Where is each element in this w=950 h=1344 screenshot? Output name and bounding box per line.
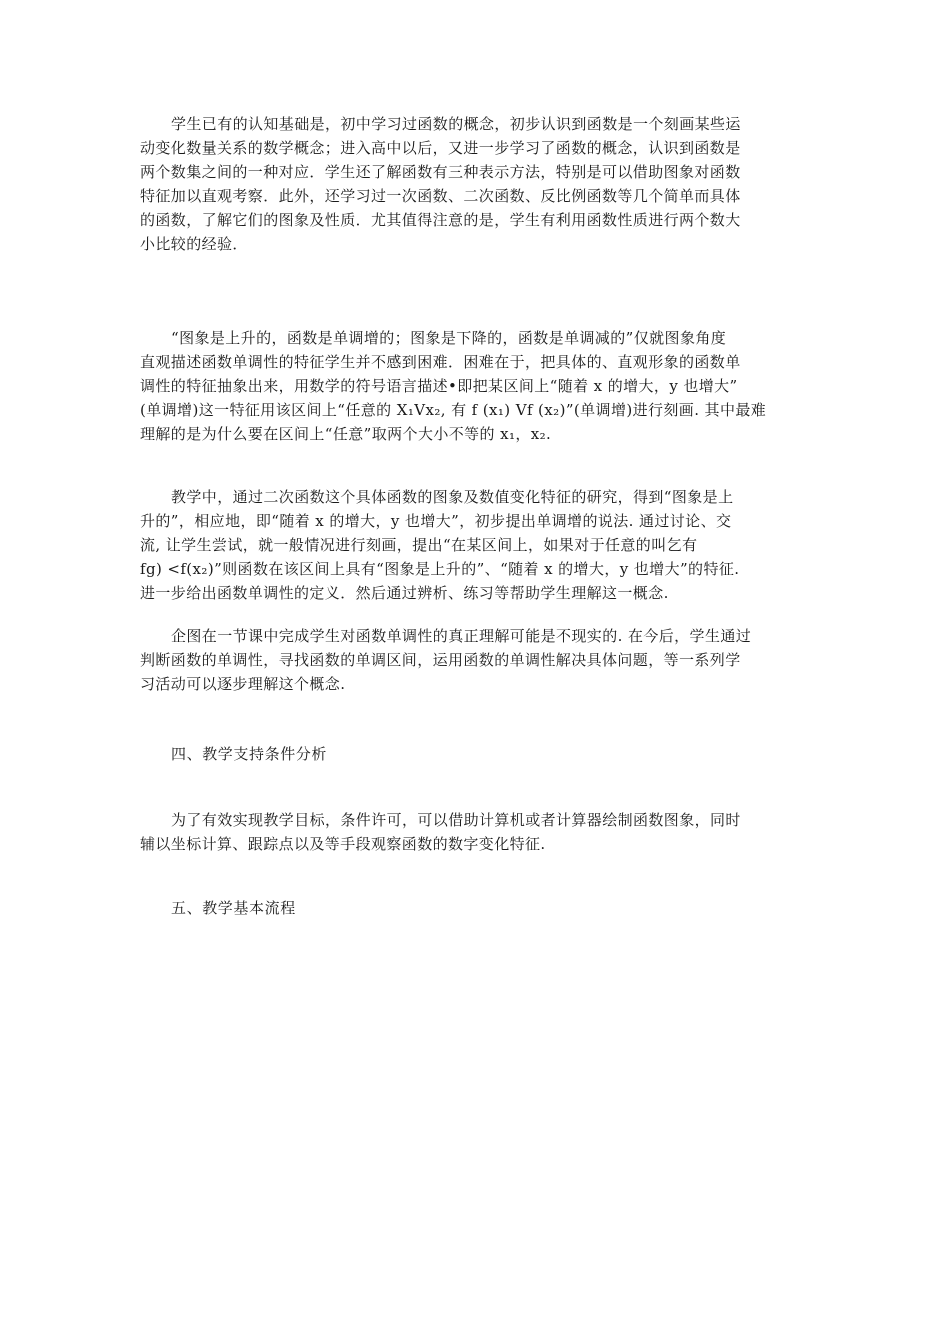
text-line: 调性的特征抽象出来，用数学的符号语言描述•即把某区间上“随着 x 的增大，y 也增大” bbox=[140, 377, 738, 395]
text-line: 为了有效实现教学目标，条件许可，可以借助计算机或者计算器绘制函数图象，同时 bbox=[171, 811, 741, 829]
text-line: 的函数，了解它们的图象及性质．尤其值得注意的是，学生有利用函数性质进行两个数大 bbox=[140, 211, 741, 229]
paragraph-difficulty bbox=[140, 326, 812, 446]
paragraph-teaching-approach bbox=[140, 485, 812, 605]
text-line: 流, 让学生尝试，就一般情况进行刻画，提出“在某区间上，如果对于任意的叫乞有 bbox=[140, 536, 698, 554]
text-line: 理解的是为什么要在区间上“任意”取两个大小不等的 x₁，x₂. bbox=[140, 425, 552, 443]
text-line: 升的”，相应地，即“随着 x 的增大，y 也增大”，初步提出单调增的说法. 通过讨论、交 bbox=[140, 512, 732, 530]
text-line: 动变化数量关系的数学概念；进入高中以后，又进一步学习了函数的概念，认识到函数是 bbox=[140, 139, 741, 157]
text-line: 辅以坐标计算、跟踪点以及等手段观察函数的数字变化特征. bbox=[140, 835, 546, 853]
text-line: 学生已有的认知基础是，初中学习过函数的概念，初步认识到函数是一个刻画某些运 bbox=[171, 115, 741, 133]
text-line: 直观描述函数单调性的特征学生并不感到困难．困难在于，把具体的、直观形象的函数单 bbox=[140, 353, 741, 371]
text-line: 企图在一节课中完成学生对函数单调性的真正理解可能是不现实的. 在今后，学生通过 bbox=[171, 627, 752, 645]
text-line: 判断函数的单调性，寻找函数的单调区间，运用函数的单调性解决具体问题，等一系列学 bbox=[140, 651, 741, 669]
text-line: 两个数集之间的一种对应．学生还了解函数有三种表示方法，特别是可以借助图象对函数 bbox=[140, 163, 741, 181]
paragraph-gradual-understanding bbox=[140, 624, 812, 696]
text-line: 进一步给出函数单调性的定义．然后通过辨析、练习等帮助学生理解这一概念. bbox=[140, 584, 669, 602]
text-line: (单调增)这一特征用该区间上“任意的 X₁Vx₂, 有 f (x₁) Vf (x₂)”(单调增)进行刻画. 其中最难 bbox=[140, 401, 767, 419]
section-heading-basic-flow: 五、教学基本流程 bbox=[171, 899, 296, 917]
paragraph-cognitive-basis bbox=[140, 112, 812, 256]
text-line: 习活动可以逐步理解这个概念. bbox=[140, 675, 346, 693]
section-heading-support-conditions: 四、教学支持条件分析 bbox=[171, 745, 328, 763]
text-line: “图象是上升的，函数是单调增的；图象是下降的，函数是单调减的”仅就图象角度 bbox=[171, 329, 727, 347]
text-line: 小比较的经验． bbox=[140, 235, 248, 253]
paragraph-support-conditions bbox=[140, 808, 812, 856]
text-line: fg) <f(x₂)”则函数在该区间上具有“图象是上升的”、“随着 x 的增大，y 也增大”的特征. bbox=[140, 560, 740, 578]
text-line: 教学中，通过二次函数这个具体函数的图象及数值变化特征的研究，得到“图象是上 bbox=[171, 488, 734, 506]
text-line: 特征加以直观考察．此外，还学习过一次函数、二次函数、反比例函数等几个简单而具体 bbox=[140, 187, 741, 205]
